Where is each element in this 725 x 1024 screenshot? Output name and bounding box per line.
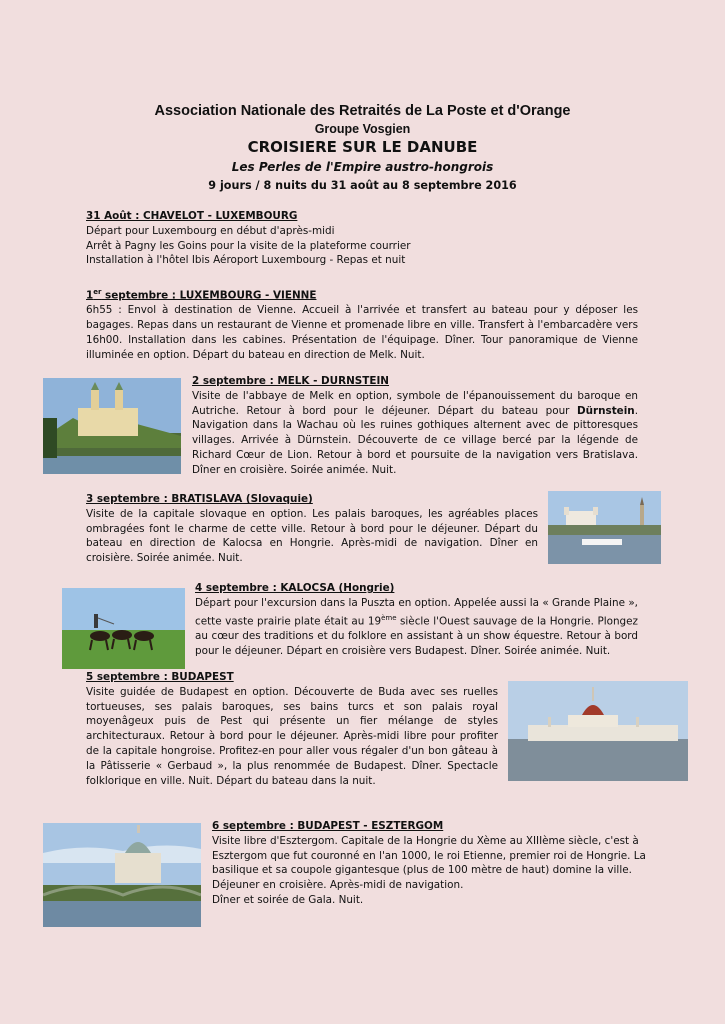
day-line: Installation à l'hôtel Ibis Aéroport Luxembourg - Repas et nuit xyxy=(86,254,406,267)
day-text: 6h55 : Envol à destination de Vienne. Accueil à l'arrivée et transfert au bateau pour y déposer les bagages. Repas dans un restaurant de Vienne et promenade libre en ville. Transfert à l'embarcadère vers 16h00. Installation dans les cabines. Présentation de l'équipage. Dîner. Tour panoramique de Vienne illuminée en option. Départ du bateau en direction de Melk. Nuit. xyxy=(86,304,638,361)
day-text xyxy=(192,389,638,478)
document-subtitle: Les Perles de l'Empire austro-hongrois xyxy=(231,160,494,174)
document-title: CROISIERE SUR LE DANUBE xyxy=(247,138,478,156)
text-part: Visite de l'abbaye de Melk en option, symbole de l'épanouissement du baroque en Autriche. Retour à bord pour le déjeuner. Départ du bateau pour xyxy=(192,389,638,417)
day-line: Déjeuner en croisière. Après-midi de navigation. xyxy=(212,879,464,892)
day-line: Arrêt à Pagny les Goins pour la visite de la plateforme courrier xyxy=(86,239,411,252)
heading-sup: er xyxy=(93,288,102,296)
day-heading xyxy=(86,285,638,303)
bratislava-photo xyxy=(548,491,661,564)
text-sup: ème xyxy=(381,613,397,622)
day-heading: 31 Août : CHAVELOT - LUXEMBOURG xyxy=(86,210,298,222)
day-heading: 5 septembre : BUDAPEST xyxy=(86,671,234,683)
day-heading: 4 septembre : KALOCSA (Hongrie) xyxy=(195,582,395,594)
trip-dates: 9 jours / 8 nuits du 31 août au 8 septembre 2016 xyxy=(208,179,517,192)
day-4-septembre xyxy=(195,581,638,658)
day-heading: 6 septembre : BUDAPEST - ESZTERGOM xyxy=(212,820,444,832)
day-2-septembre xyxy=(192,374,638,478)
day-line: Départ pour Luxembourg en début d'après-midi xyxy=(86,224,335,237)
text-part: . Navigation dans la Wachau où les ruines gothiques alternent avec de pittoresques villages. Arrivée à Dürnstein. Découverte de ce village bercé par la légende de Richard Cœur de Lion. Retour à bord et poursuite de la navigation vers Bratislava. Dîner en croisière. Soirée animée. Nuit. xyxy=(192,404,638,476)
durnstein-bold: Dürnstein xyxy=(576,404,635,417)
day-31-aout xyxy=(86,209,646,268)
text-part: siècle l'Ouest sauvage de la Hongrie. Plongez au cœur des traditions et du folklore en assistant à un show équestre. Retour à bord pour le déjeuner. Départ en croisière vers Budapest. Dîner. Soirée animée. Nuit. xyxy=(195,615,638,657)
kalocsa-horses-photo xyxy=(62,588,185,669)
day-6-septembre xyxy=(212,819,646,908)
melk-abbey-photo xyxy=(43,378,181,474)
day-line: basilique et sa coupole gigantesque (plus de 100 mètre de haut) domine la ville. xyxy=(212,864,632,877)
day-3-septembre xyxy=(86,492,538,566)
day-line: Dîner et soirée de Gala. Nuit. xyxy=(212,893,364,906)
esztergom-basilica-photo xyxy=(43,823,201,927)
group-name: Groupe Vosgien xyxy=(314,122,411,136)
heading-num: 1 xyxy=(86,289,94,302)
day-1-septembre xyxy=(86,285,638,362)
day-line: Visite libre d'Esztergom. Capitale de la Hongrie du Xème au XIIIème siècle, c'est à xyxy=(212,834,639,847)
day-heading: 3 septembre : BRATISLAVA (Slovaquie) xyxy=(86,493,313,505)
day-line: Esztergom que fut couronné en l'an 1000, le roi Etienne, premier roi de Hongrie. La xyxy=(212,849,646,862)
heading-rest: septembre : LUXEMBOURG - VIENNE xyxy=(101,289,317,302)
day-heading: 2 septembre : MELK - DURNSTEIN xyxy=(192,375,390,387)
budapest-parliament-photo xyxy=(508,681,688,781)
day-text: Visite guidée de Budapest en option. Découverte de Buda avec ses ruelles tortueuses, ses palais baroques, ses bains turcs et son palais royal moyenâgeux puis de Pest qui présente un fier mélange de styles architecturaux. Retour à bord pour le déjeuner. Après-midi libre pour profiter de la capitale hongroise. Profitez-en pour aller vous régaler d'un bon gâteau à la Pâtisserie « Gerbaud », la plus renommée de Budapest. Dîner. Spectacle folklorique en ville. Nuit. Départ du bateau dans la nuit. xyxy=(86,685,498,787)
day-text: Visite de la capitale slovaque en option. Les palais baroques, les agréables places ombragées font le charme de cette ville. Retour à bord pour le déjeuner. Départ du bateau en direction de Kalocsa en Hongrie. Après-midi de navigation. Dîner en croisière. Soirée animée. Nuit. xyxy=(86,507,538,565)
day-text xyxy=(195,596,638,659)
day-5-septembre xyxy=(86,670,498,788)
organization-name: Association Nationale des Retraités de La Poste et d'Orange xyxy=(154,103,571,119)
text-part: Départ pour l'excursion dans la Puszta en option. Appelée aussi la « Grande Plaine », cette vaste prairie plate était au 19 xyxy=(195,596,638,628)
